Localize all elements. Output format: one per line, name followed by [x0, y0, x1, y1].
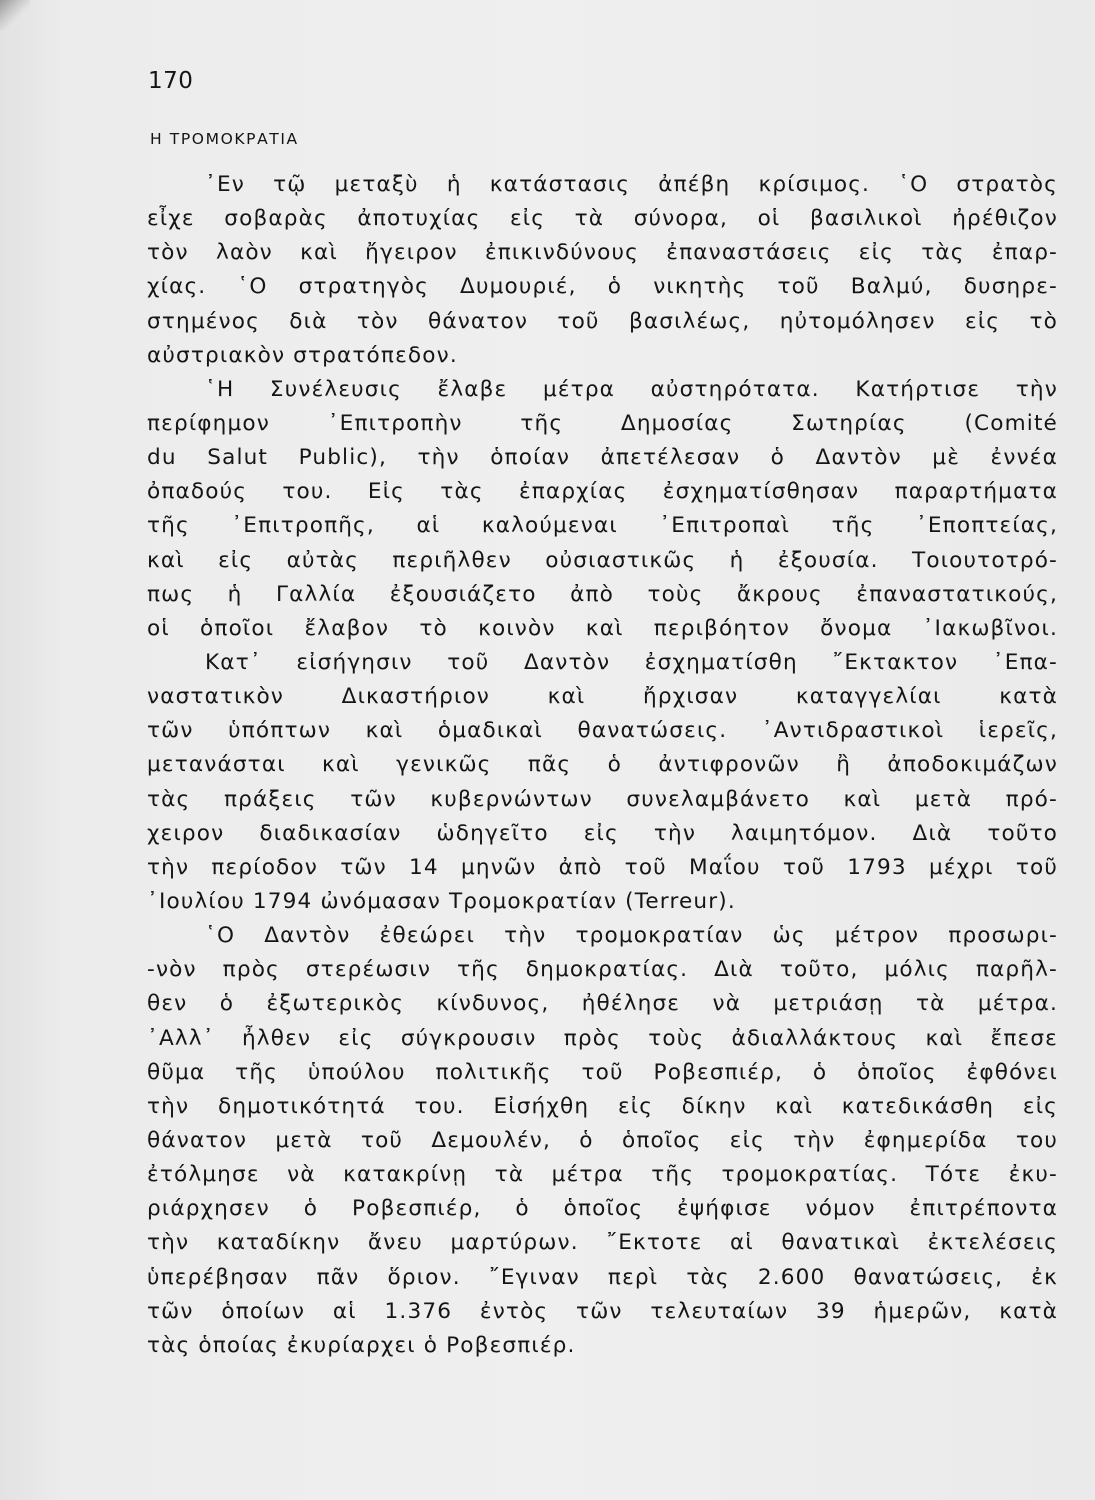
text-line: χειρον διαδικασίαν ὡδηγεῖτο εἰς τὴν λαιμητόμον. Διὰ τοῦτο	[147, 820, 1058, 846]
text-line: μετανάσται καὶ γενικῶς πᾶς ὁ ἀντιφρονῶν ἢ ἀποδοκιμάζων	[147, 752, 1058, 778]
text-line: πως ἡ Γαλλία ἐξουσιάζετο ἀπὸ τοὺς ἄκρους ἐπαναστατικούς,	[147, 581, 1058, 607]
text-line: ὀπαδούς του. Εἰς τὰς ἐπαρχίας ἐσχηματίσθησαν παραρτήματα	[147, 479, 1058, 505]
text-line: ᾿Εν τῷ μεταξὺ ἡ κατάστασις ἀπέβη κρίσιμος. ῾Ο στρατὸς	[205, 172, 1058, 197]
body-text	[147, 168, 1058, 1363]
text-line: τὴν περίοδον τῶν 14 μηνῶν ἀπὸ τοῦ Μαΐου τοῦ 1793 μέχρι τοῦ	[147, 854, 1058, 880]
text-line: περίφημον ᾿Επιτροπὴν τῆς Δημοσίας Σωτηρίας (Comité	[147, 410, 1058, 436]
text-line: ᾿Αλλ᾿ ἦλθεν εἰς σύγκρουσιν πρὸς τοὺς ἀδιαλλάκτους καὶ ἔπεσε	[147, 1025, 1058, 1051]
text-line: ναστατικὸν Δικαστήριον καὶ ἤρχισαν καταγγελίαι κατὰ	[147, 684, 1058, 710]
text-line: τὴν δημοτικότητά του. Εἰσήχθη εἰς δίκην καὶ κατεδικάσθη εἰς	[147, 1093, 1058, 1119]
text-line: τῆς ᾿Επιτροπῆς, αἱ καλούμεναι ᾿Επιτροπαὶ τῆς ᾿Εποπτείας,	[147, 513, 1058, 539]
text-line: εἶχε σοβαρὰς ἀποτυχίας εἰς τὰ σύνορα, οἱ βασιλικοὶ ἠρέθιζον	[147, 206, 1058, 232]
text-line: ᾿Ιουλίου 1794 ὠνόμασαν Τρομοκρατίαν (Terreur).	[147, 888, 736, 914]
text-line: τὰς ὁποίας ἐκυρίαρχει ὁ Ροβεσπιέρ.	[147, 1332, 576, 1358]
text-line: αὐστριακὸν στρατόπεδον.	[147, 342, 458, 368]
text-line: Κατ᾿ εἰσήγησιν τοῦ Δαντὸν ἐσχηματίσθη ῎Εκτακτον ᾿Επα-	[205, 649, 1058, 675]
running-head: Η ΤΡΟΜΟΚΡΑΤΙΑ	[150, 130, 299, 148]
page-corner-shadow	[0, 0, 30, 30]
text-line: ἐτόλμησε νὰ κατακρίνῃ τὰ μέτρα τῆς τρομοκρατίας. Τότε ἐκυ-	[147, 1162, 1058, 1188]
text-line: ριάρχησεν ὁ Ροβεσπιέρ, ὁ ὁποῖος ἐψήφισε νόμον ἐπιτρέποντα	[147, 1196, 1058, 1222]
text-line: τὴν καταδίκην ἄνευ μαρτύρων. ῎Εκτοτε αἱ θανατικαὶ ἐκτελέσεις	[147, 1230, 1058, 1256]
text-line: θῦμα τῆς ὑπούλου πολιτικῆς τοῦ Ροβεσπιέρ, ὁ ὁποῖος ἐφθόνει	[147, 1059, 1058, 1085]
text-line: du Salut Public), τὴν ὁποίαν ἀπετέλεσαν ὁ Δαντὸν μὲ ἐννέα	[147, 445, 1058, 471]
text-line: θεν ὁ ἐξωτερικὸς κίνδυνος, ἠθέλησε νὰ μετριάσῃ τὰ μέτρα.	[147, 991, 1058, 1017]
text-line: ὑπερέβησαν πᾶν ὅριον. ῎Εγιναν περὶ τὰς 2.600 θανατώσεις, ἐκ	[147, 1264, 1058, 1290]
text-line: καὶ εἰς αὐτὰς περιῆλθεν οὐσιαστικῶς ἡ ἐξουσία. Τοιουτοτρό-	[147, 547, 1058, 573]
text-line: ῾Η Συνέλευσις ἔλαβε μέτρα αὐστηρότατα. Κατήρτισε τὴν	[205, 376, 1058, 402]
text-line: στημένος διὰ τὸν θάνατον τοῦ βασιλέως, ηὐτομόλησεν εἰς τὸ	[147, 308, 1058, 334]
page-number: 170	[148, 68, 194, 94]
text-line: τὰς πράξεις τῶν κυβερνώντων συνελαμβάνετο καὶ μετὰ πρό-	[147, 786, 1058, 812]
text-line: χίας. ῾Ο στρατηγὸς Δυμουριέ, ὁ νικητὴς τοῦ Βαλμύ, δυσηρε-	[147, 274, 1058, 300]
text-line: θάνατον μετὰ τοῦ Δεμουλέν, ὁ ὁποῖος εἰς τὴν ἐφημερίδα του	[147, 1127, 1058, 1153]
text-line: τῶν ὁποίων αἱ 1.376 ἐντὸς τῶν τελευταίων 39 ἡμερῶν, κατὰ	[147, 1298, 1058, 1324]
text-line: -νὸν πρὸς στερέωσιν τῆς δημοκρατίας. Διὰ τοῦτο, μόλις παρῆλ-	[147, 957, 1058, 983]
text-line: ῾Ο Δαντὸν ἐθεώρει τὴν τρομοκρατίαν ὡς μέτρον προσωρι-	[205, 923, 1058, 949]
text-line: οἱ ὁποῖοι ἔλαβον τὸ κοινὸν καὶ περιβόητον ὄνομα ᾿Ιακωβῖνοι.	[147, 615, 1058, 641]
text-line: τῶν ὑπόπτων καὶ ὁμαδικαὶ θανατώσεις. ᾿Αντιδραστικοὶ ἱερεῖς,	[147, 718, 1058, 744]
text-line: τὸν λαὸν καὶ ἤγειρον ἐπικινδύνους ἐπαναστάσεις εἰς τὰς ἐπαρ-	[147, 240, 1058, 266]
